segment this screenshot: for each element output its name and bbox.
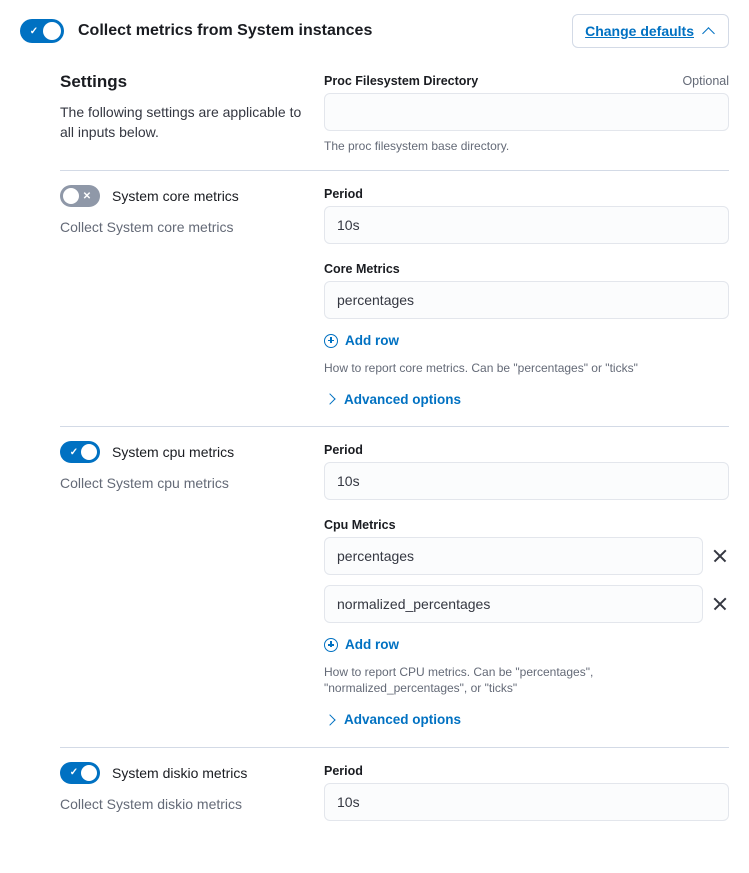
toggle-knob bbox=[81, 765, 97, 781]
cpu-metrics-label-row bbox=[324, 518, 729, 532]
chevron-up-icon bbox=[702, 24, 716, 38]
settings-description-column bbox=[20, 72, 324, 154]
stream-system-diskio-metrics bbox=[0, 748, 749, 837]
proc-dir-label-row bbox=[324, 74, 729, 88]
stream-toggle-diskio-metrics[interactable] bbox=[60, 762, 100, 784]
period-field bbox=[324, 764, 729, 821]
proc-dir-label: Proc Filesystem Directory bbox=[324, 74, 479, 88]
plus-circle-icon bbox=[324, 638, 338, 652]
remove-row-icon[interactable] bbox=[711, 595, 729, 613]
period-input[interactable] bbox=[324, 462, 729, 500]
chevron-right-icon bbox=[324, 714, 336, 726]
stream-fields-column bbox=[324, 762, 729, 821]
stream-description: Collect System cpu metrics bbox=[60, 475, 229, 492]
stream-header bbox=[60, 762, 306, 784]
stream-header bbox=[60, 441, 306, 463]
stream-description: Collect System diskio metrics bbox=[60, 795, 243, 812]
stream-info-column bbox=[20, 762, 324, 821]
cpu-metrics-input[interactable] bbox=[324, 537, 703, 575]
stream-info-column bbox=[20, 441, 324, 730]
advanced-options-toggle-cpu[interactable] bbox=[324, 712, 461, 727]
stream-info-column bbox=[20, 185, 324, 410]
stream-name: System diskio metrics bbox=[112, 764, 248, 781]
period-label: Period bbox=[324, 763, 363, 778]
stream-name: System cpu metrics bbox=[112, 444, 235, 461]
proc-filesystem-directory-field bbox=[324, 74, 729, 154]
change-defaults-label: Change defaults bbox=[585, 23, 694, 39]
proc-dir-optional-badge: Optional bbox=[682, 74, 729, 88]
stream-name: System core metrics bbox=[112, 188, 239, 205]
core-metrics-input[interactable] bbox=[324, 281, 729, 319]
core-metrics-field bbox=[324, 262, 729, 376]
cpu-metrics-help: How to report CPU metrics. Can be "percentages", "normalized_percentages", or "ticks" bbox=[324, 664, 594, 696]
change-defaults-button[interactable] bbox=[572, 14, 729, 48]
plus-circle-icon bbox=[324, 334, 338, 348]
remove-row-icon[interactable] bbox=[711, 547, 729, 565]
cpu-metrics-row bbox=[324, 585, 729, 623]
check-icon: ✓ bbox=[69, 767, 79, 779]
stream-fields-column bbox=[324, 441, 729, 730]
period-label-row bbox=[324, 187, 729, 201]
settings-description: The following settings are applicable to all inputs below. bbox=[60, 104, 302, 141]
cross-icon: ✕ bbox=[82, 190, 92, 202]
advanced-options-toggle-core[interactable] bbox=[324, 392, 461, 407]
chevron-right-icon bbox=[324, 393, 336, 405]
panel-header bbox=[0, 0, 749, 58]
toggle-knob bbox=[43, 22, 61, 40]
add-row-label: Add row bbox=[345, 637, 399, 653]
advanced-options-label: Advanced options bbox=[344, 712, 462, 728]
settings-title: Settings bbox=[60, 72, 128, 91]
stream-system-cpu-metrics bbox=[0, 427, 749, 746]
period-input[interactable] bbox=[324, 206, 729, 244]
stream-system-core-metrics bbox=[0, 171, 749, 426]
settings-fields-column bbox=[324, 72, 729, 154]
page-title: Collect metrics from System instances bbox=[78, 22, 373, 39]
period-input[interactable] bbox=[324, 783, 729, 821]
core-metrics-row bbox=[324, 281, 729, 319]
period-label-row bbox=[324, 764, 729, 778]
add-row-button-cpu[interactable] bbox=[324, 637, 399, 652]
cpu-metrics-input[interactable] bbox=[324, 585, 703, 623]
add-row-button-core[interactable] bbox=[324, 333, 399, 348]
stream-description: Collect System core metrics bbox=[60, 219, 234, 236]
period-label: Period bbox=[324, 443, 363, 458]
cpu-metrics-field bbox=[324, 518, 729, 696]
cpu-metrics-label: Cpu Metrics bbox=[324, 518, 396, 533]
collect-metrics-toggle[interactable] bbox=[20, 19, 64, 43]
settings-section bbox=[0, 58, 749, 170]
period-label: Period bbox=[324, 187, 363, 202]
toggle-knob bbox=[81, 444, 97, 460]
check-icon: ✓ bbox=[29, 25, 39, 37]
check-icon: ✓ bbox=[69, 446, 79, 458]
stream-toggle-cpu-metrics[interactable] bbox=[60, 441, 100, 463]
period-field bbox=[324, 187, 729, 244]
proc-dir-help: The proc filesystem base directory. bbox=[324, 139, 510, 153]
core-metrics-label-row bbox=[324, 262, 729, 276]
advanced-options-label: Advanced options bbox=[344, 391, 462, 407]
period-field bbox=[324, 443, 729, 500]
period-label-row bbox=[324, 443, 729, 457]
stream-fields-column bbox=[324, 185, 729, 410]
cpu-metrics-row bbox=[324, 537, 729, 575]
core-metrics-help: How to report core metrics. Can be "percentages" or "ticks" bbox=[324, 360, 638, 375]
stream-header bbox=[60, 185, 306, 207]
stream-toggle-core-metrics[interactable] bbox=[60, 185, 100, 207]
core-metrics-label: Core Metrics bbox=[324, 262, 400, 277]
add-row-label: Add row bbox=[345, 333, 399, 349]
proc-dir-input[interactable] bbox=[324, 93, 729, 131]
